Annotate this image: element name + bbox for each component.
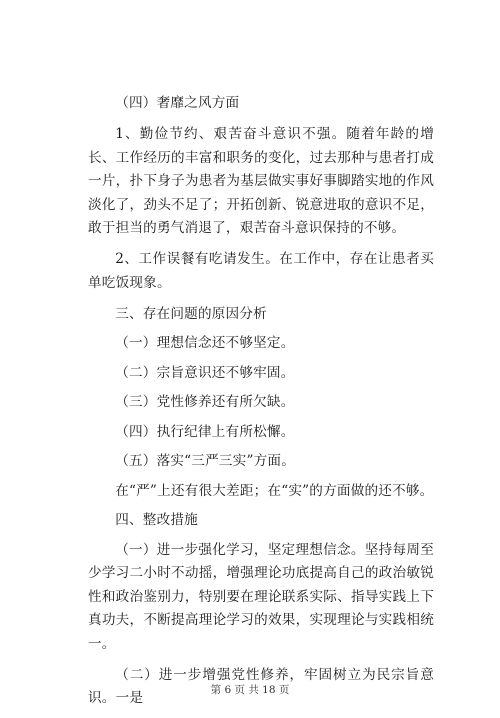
paragraph-party-spirit: （二）进一步增强党性修养，牢固树立为民宗旨意识。一是 — [88, 666, 434, 706]
document-body — [88, 92, 434, 718]
paragraph-study: （一）进一步强化学习，坚定理想信念。坚持每周至少学习二小时不动摇，增强理论功底提高自己的政治敏锐性和政治鉴别力，特别要在理论联系实际、指导实践上下真功夫，不断提高理论学习的效果，实现理论与实践相统一。 — [88, 541, 434, 652]
list-item-cause-5: （五）落实“三严三实”方面。 — [115, 453, 296, 469]
section-heading-rectification: 四、整改措施 — [115, 512, 198, 528]
paragraph-frugality: 1、勤俭节约、艰苦奋斗意识不强。随着年龄的增长、工作经历的丰富和职务的变化，过去那种与患者打成一片，扑下身子为患者为基层做实事好事脚踏实地的作风淡化了，劲头不足了；开拓创新、锐意进取的意识不足，敢于担当的勇气消退了，艰苦奋斗意识保持的不够。 — [88, 126, 434, 236]
list-item-cause-1: （一）理想信念还不够坚定。 — [115, 335, 295, 351]
section-heading-extravagance: （四）奢靡之风方面 — [115, 95, 240, 111]
paragraph-strict-practical: 在“严”上还有很大差距；在“实”的方面做的还不够。 — [115, 482, 434, 499]
list-item-cause-3: （三）党性修养还有所欠缺。 — [115, 394, 295, 410]
list-item-cause-4: （四）执行纪律上有所松懈。 — [115, 423, 295, 440]
page-number-footer: 第 6 页 共 18 页 — [210, 684, 290, 696]
section-heading-cause-analysis: 三、存在问题的原因分析 — [115, 305, 267, 322]
list-item-cause-2: （二）宗旨意识还不够牢固。 — [115, 364, 295, 381]
paragraph-meals: 2、工作误餐有吃请发生。在工作中，存在让患者买单吃饭现象。 — [88, 251, 434, 291]
